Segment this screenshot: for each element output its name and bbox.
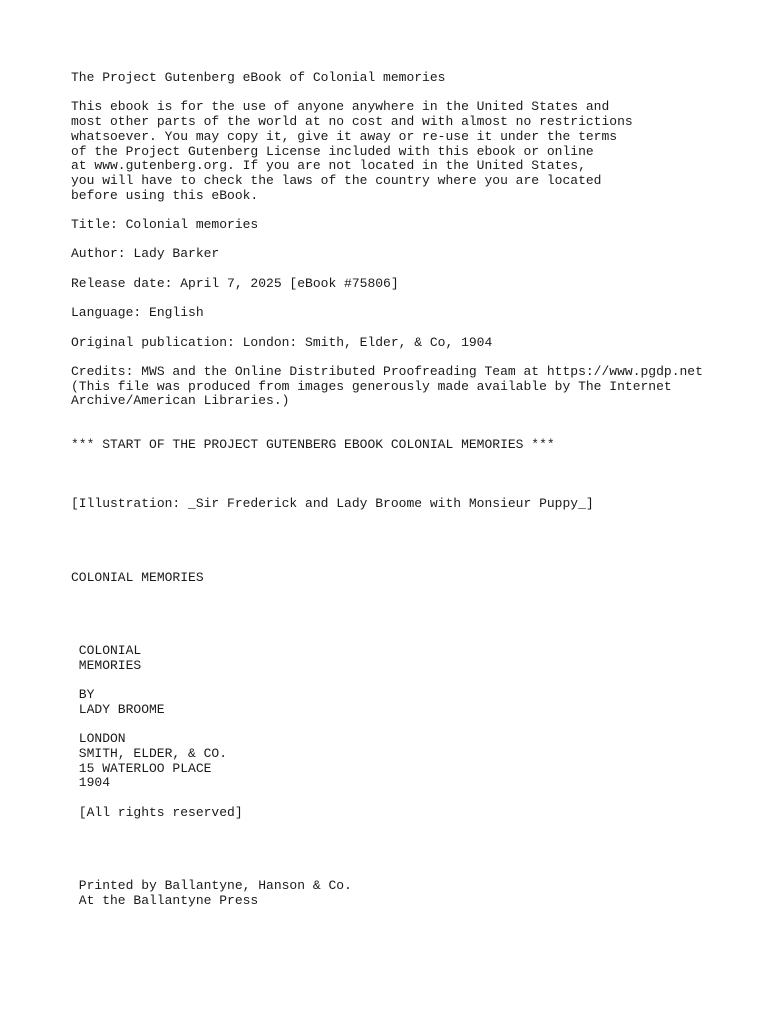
metadata-title: Title: Colonial memories <box>71 217 259 232</box>
printer-line: At the Ballantyne Press <box>78 893 259 909</box>
title-page-publisher-line: SMITH, ELDER, & CO. <box>78 746 228 762</box>
license-line: you will have to check the laws of the country where you are located <box>71 172 602 188</box>
title-page-publisher-line: LONDON <box>78 731 126 747</box>
credits-line: Credits: MWS and the Online Distributed Proofreading Team at https://www.pgdp.net <box>71 363 703 379</box>
metadata-original-publication: Original publication: London: Smith, Elder, & Co, 1904 <box>71 334 493 350</box>
title-page-author-line: LADY BROOME <box>78 701 165 717</box>
credits-paragraph <box>71 365 751 409</box>
credits-line: Archive/American Libraries.) <box>71 393 290 409</box>
metadata-language: Language: English <box>71 305 204 321</box>
credits-line: (This file was produced from images generously made available by The Internet <box>71 378 672 394</box>
title-page-publisher-line: 15 WATERLOO PLACE <box>78 760 212 776</box>
title-page-by-line: BY <box>78 687 95 703</box>
printer-line: Printed by Ballantyne, Hanson & Co. <box>78 878 352 894</box>
title-page-title-line: COLONIAL <box>78 643 142 659</box>
metadata-author: Author: Lady Barker <box>71 246 220 262</box>
title-page-title-line: MEMORIES <box>78 657 142 673</box>
title-page <box>71 644 751 909</box>
metadata-release-date: Release date: April 7, 2025 [eBook #75806] <box>71 275 399 291</box>
license-line: before using this eBook. <box>71 187 259 203</box>
ebook-title-line: The Project Gutenberg eBook of Colonial memories <box>71 70 446 85</box>
illustration-caption: [Illustration: _Sir Frederick and Lady Broome with Monsieur Puppy_] <box>71 496 594 512</box>
book-heading: COLONIAL MEMORIES <box>71 569 204 585</box>
license-line: whatsoever. You may copy it, give it away or re-use it under the terms <box>71 128 618 144</box>
document-body <box>71 71 751 909</box>
start-marker: *** START OF THE PROJECT GUTENBERG EBOOK COLONIAL MEMORIES *** <box>71 437 555 453</box>
license-line: of the Project Gutenberg License included with this ebook or online <box>71 143 594 159</box>
license-line: This ebook is for the use of anyone anywhere in the United States and <box>71 99 610 115</box>
license-paragraph <box>71 100 751 203</box>
license-line: at www.gutenberg.org. If you are not located in the United States, <box>71 158 586 174</box>
license-line: most other parts of the world at no cost and with almost no restrictions <box>71 114 633 130</box>
title-page-rights: [All rights reserved] <box>78 804 243 820</box>
title-page-publisher-line: 1904 <box>78 775 111 791</box>
